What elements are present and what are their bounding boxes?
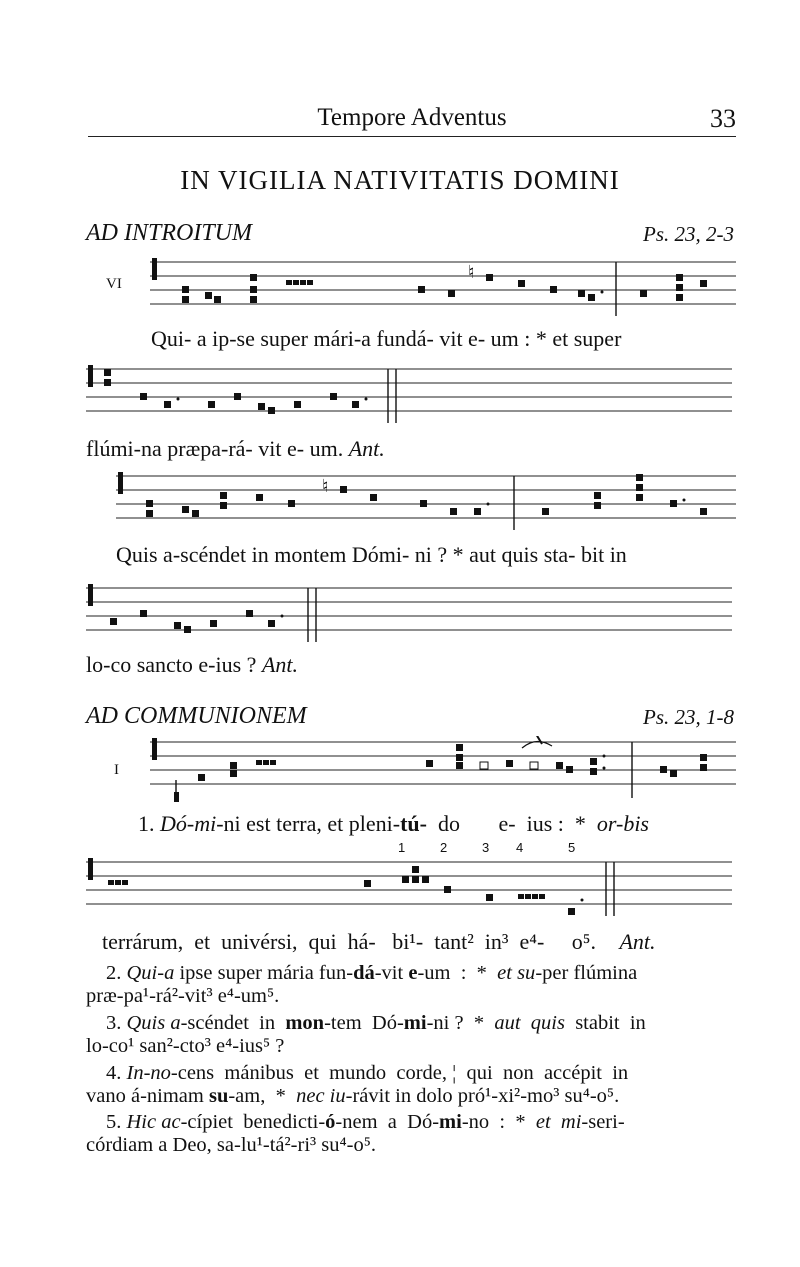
psalm-verse-5 [86, 1111, 736, 1157]
communion-staff-1 [150, 736, 740, 806]
communion-lyric-1-tail: or-bis [596, 811, 649, 836]
verse-3-text-e: stabit in [564, 1012, 646, 1034]
communion-incipit: Dó-mi- [160, 811, 224, 836]
verse-5-incipit: Hic [126, 1111, 157, 1133]
verse-4-incipit: In-no [126, 1062, 171, 1084]
verse-2-ital: et su [497, 962, 536, 984]
accent-digit-5: 5 [568, 840, 576, 855]
verse-2-incipit: Qui-a [126, 962, 175, 984]
verse-5-text-e: -seri- [581, 1111, 625, 1133]
accent-digit-3: 3 [482, 840, 490, 855]
verse-4-line-2c: -rávit in dolo pró¹-xi²-mo³ su⁴-o⁵. [345, 1085, 620, 1107]
verse-2-text-a: ipse super mária fun- [174, 962, 354, 984]
neumes [174, 736, 707, 802]
introit-staff-4 [86, 582, 736, 646]
communion-lyric-2 [102, 929, 656, 955]
clef-icon [88, 858, 93, 880]
clef-icon [88, 584, 93, 606]
communion-verse-1-num: 1. [138, 811, 155, 836]
verse-2-text-b: -vit [374, 962, 409, 984]
communion-ant: Ant. [619, 929, 656, 954]
verse-5-ital-b: et mi [535, 1111, 582, 1133]
introit-staff-1 [150, 256, 740, 320]
verse-3-text-c: -tem Dó- [324, 1012, 404, 1034]
neumes [110, 588, 316, 642]
staff-lines [150, 742, 736, 784]
verse-5-ital-a: ac [161, 1111, 181, 1133]
verse-2-text-d: -per flúmina [535, 962, 638, 984]
accent-digit-2: 2 [440, 840, 448, 855]
communion-lyric-1-accent: tú- [400, 811, 427, 836]
introit-lyric-2 [86, 436, 385, 462]
introit-lyric-4-text: lo-co sancto e-ius ? [86, 652, 262, 677]
introit-lyric-2-text: flúmi-na præpa-rá- vit e- um. [86, 436, 349, 461]
verse-4-accent: su [208, 1085, 229, 1107]
introit-lyric-4 [86, 652, 298, 678]
communion-lyric-1 [138, 811, 649, 837]
clef-icon [152, 258, 157, 280]
staff-lines [86, 369, 732, 411]
introit-ant-1: Ant. [348, 436, 385, 461]
verse-3-text-b: -scéndet in [180, 1012, 286, 1034]
verse-3-accent-a: mon [285, 1012, 325, 1034]
communion-psalm-ref: Ps. 23, 1-8 [643, 705, 734, 729]
verse-4-line-2b: -am, * [228, 1085, 297, 1107]
verse-2-text-c: -um : * [417, 962, 498, 984]
neumes [140, 369, 396, 423]
introit-lyric-3: Quis a-scéndet in montem Dómi- ni ? * aut quis sta- bit in [116, 542, 627, 567]
introit-staff-3 [116, 470, 740, 534]
communion-label: AD COMMUNIONEM [86, 703, 307, 729]
feast-title: IN VIGILIA NATIVITATIS DOMINI [180, 165, 620, 195]
verse-4-ital: nec iu [296, 1085, 346, 1107]
clef-icon [118, 472, 123, 494]
verse-5-accent-b: mi [439, 1111, 462, 1133]
neumes [108, 862, 614, 916]
psalm-verse-4 [86, 1062, 736, 1108]
verse-3-text-d: -ni ? * [426, 1012, 495, 1034]
svg-text:♮: ♮ [468, 262, 475, 283]
verse-4-text-a: -cens mánibus et mundo corde, ¦ qui non accépit in [170, 1062, 629, 1084]
verse-2-line-2: præ-pa¹-rá²-vit³ e⁴-um⁵. [86, 985, 280, 1007]
verse-2-accent-a: dá [353, 962, 375, 984]
introit-mode: VI [106, 276, 122, 292]
verse-5-text-b: -cípiet benedicti- [180, 1111, 326, 1133]
verse-5-num: 5. [106, 1111, 122, 1133]
page-number: 33 [710, 104, 736, 133]
communion-staff-2 [86, 856, 736, 922]
clef-icon [88, 365, 111, 387]
verse-5-accent-a: ó [325, 1111, 336, 1133]
communion-mode: I [114, 762, 119, 778]
verse-2-accent-b: e [408, 962, 418, 984]
neumes [146, 474, 707, 530]
psalm-verse-3 [86, 1012, 736, 1058]
verse-5-line-2: córdiam a Deo, sa-lu¹-tá²-ri³ su⁴-o⁵. [86, 1134, 377, 1156]
verse-5-text-c: -nem a Dó- [335, 1111, 440, 1133]
psalm-verse-2 [86, 962, 736, 1008]
verse-2-num: 2. [106, 962, 122, 984]
accent-digit-4: 4 [516, 840, 524, 855]
verse-3-accent-b: mi [403, 1012, 427, 1034]
verse-4-num: 4. [106, 1062, 122, 1084]
introit-lyric-1: Qui- a ip-se super mári-a fundá- vit e- um : * et super [151, 326, 622, 351]
running-title: Tempore Adventus [317, 104, 507, 131]
introit-staff-2 [86, 363, 736, 427]
running-head [88, 100, 736, 137]
introit-ant-2: Ant. [261, 652, 298, 677]
verse-5-text-d: -no : * [461, 1111, 536, 1133]
staff-lines [86, 588, 732, 630]
staff-lines [150, 262, 736, 304]
introit-psalm-ref: Ps. 23, 2-3 [643, 222, 734, 246]
svg-text:♮: ♮ [322, 476, 329, 497]
communion-lyric-1-rest: do e- ius : * [426, 811, 597, 836]
verse-3-num: 3. [106, 1012, 122, 1034]
introit-label: AD INTROITUM [86, 220, 252, 246]
verse-3-incipit: Quis [126, 1012, 166, 1034]
verse-3-ital-a: a [170, 1012, 181, 1034]
verse-4-line-2a: vano á-nimam [86, 1085, 209, 1107]
clef-icon [152, 738, 157, 760]
communion-lyric-2-text: terrárum, et univérsi, qui há- bi¹- tant² in³ e⁴- o⁵. [102, 929, 596, 954]
neumes [182, 262, 707, 316]
communion-lyric-1-text: ni est terra, et pleni- [223, 811, 401, 836]
verse-3-ital-b: aut quis [494, 1012, 565, 1034]
verse-3-line-2: lo-co¹ san²-cto³ e⁴-ius⁵ ? [86, 1035, 285, 1057]
accent-digit-1: 1 [398, 840, 406, 855]
